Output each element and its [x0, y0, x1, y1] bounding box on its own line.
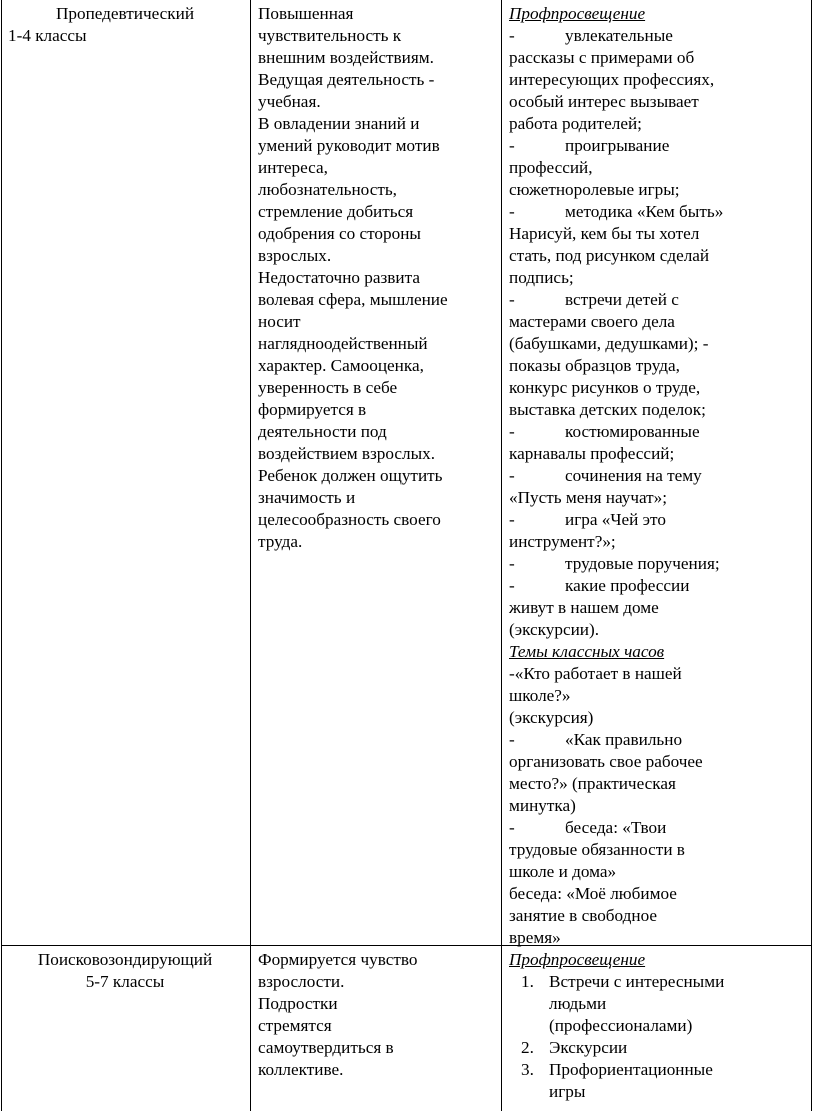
- characteristic-line: умений руководит мотив: [258, 136, 440, 155]
- characteristic-line: носит: [258, 312, 301, 331]
- list-item-text: профессий,: [509, 158, 593, 177]
- list-item-text: подпись;: [509, 268, 574, 287]
- list-item: [509, 311, 807, 333]
- list-item: [509, 487, 807, 509]
- list-item: [509, 245, 807, 267]
- characteristic-line: самоутвердиться в: [258, 1038, 394, 1057]
- list-item: [509, 509, 807, 531]
- list-item: [509, 465, 807, 487]
- section-heading: Профпросвещение: [509, 950, 646, 969]
- list-item-text: встречи детей с: [565, 290, 679, 309]
- characteristic-line: Ведущая деятельность -: [258, 70, 435, 89]
- characteristic-line: интереса,: [258, 158, 328, 177]
- numbered-item-line: Профориентационные: [549, 1060, 713, 1079]
- list-item: [509, 839, 807, 861]
- list-item: [509, 729, 807, 751]
- numbered-item-line: людьми: [549, 994, 607, 1013]
- list-item-text: карнавалы профессий;: [509, 444, 675, 463]
- stage-grades: 5-7 классы: [85, 972, 165, 991]
- activities-list: [509, 25, 807, 641]
- list-item-text: выставка детских поделок;: [509, 400, 706, 419]
- list-item-text: «Как правильно: [565, 730, 683, 749]
- list-item: [509, 157, 807, 179]
- list-item-text: беседа: «Твои: [565, 818, 667, 837]
- characteristic-line: стремятся: [258, 1016, 332, 1035]
- list-item: [509, 927, 807, 949]
- dash-marker: -: [509, 26, 515, 45]
- characteristic-line: Подростки: [258, 994, 338, 1013]
- list-item-text: показы образцов труда,: [509, 356, 680, 375]
- list-item: [509, 267, 807, 289]
- list-item-text: (экскурсии).: [509, 620, 599, 639]
- list-item-text: беседа: «Моё любимое: [509, 884, 677, 903]
- dash-marker: -: [509, 576, 515, 595]
- list-item-text: особый интерес вызывает: [509, 92, 699, 111]
- list-item: [509, 685, 807, 707]
- characteristic-line: наглядноодейственный: [258, 334, 428, 353]
- characteristic-line: волевая сфера, мышление: [258, 290, 448, 309]
- characteristic-line: Недостаточно развита: [258, 268, 420, 287]
- characteristic-line: воздействием взрослых.: [258, 444, 436, 463]
- dash-marker: -: [509, 466, 515, 485]
- characteristic-line: значимость и: [258, 488, 356, 507]
- activities-cell-2: [509, 949, 807, 1103]
- activities-cell-1: [509, 3, 807, 949]
- characteristic-line: коллективе.: [258, 1060, 344, 1079]
- list-item-text: сочинения на тему: [565, 466, 702, 485]
- dash-marker: -: [509, 136, 515, 155]
- list-item-text: живут в нашем доме: [509, 598, 659, 617]
- characteristic-line: Формируется чувство: [258, 950, 418, 969]
- class-hours-heading: Темы классных часов: [509, 642, 665, 661]
- list-item-text: работа родителей;: [509, 114, 642, 133]
- characteristic-line: Повышенная: [258, 4, 354, 23]
- stage-name: Пропедевтический: [55, 4, 195, 23]
- list-item: [509, 91, 807, 113]
- list-item: [509, 69, 807, 91]
- list-item-text: место?» (практическая: [509, 774, 676, 793]
- list-item: [509, 773, 807, 795]
- list-item-text: игра «Чей это: [565, 510, 666, 529]
- list-item: [509, 201, 807, 223]
- list-item: [509, 289, 807, 311]
- section-heading: Профпросвещение: [509, 4, 646, 23]
- list-item-text: интересующих профессиях,: [509, 70, 715, 89]
- list-item: [509, 421, 807, 443]
- list-item: [509, 619, 807, 641]
- list-item: [509, 663, 807, 685]
- list-item-text: время»: [509, 928, 561, 947]
- list-item: [509, 179, 807, 201]
- list-item: [509, 135, 807, 157]
- list-item-text: рассказы с примерами об: [509, 48, 695, 67]
- list-item-text: мастерами своего дела: [509, 312, 675, 331]
- numbered-list: [509, 971, 807, 1103]
- dash-marker: -: [509, 554, 515, 573]
- stage-cell-2: [0, 949, 250, 993]
- list-item: [509, 905, 807, 927]
- numbered-item-line: Экскурсии: [549, 1038, 628, 1057]
- characteristic-line: взрослых.: [258, 246, 332, 265]
- list-item: [509, 113, 807, 135]
- list-item-text: проигрывание: [565, 136, 670, 155]
- list-item: [509, 377, 807, 399]
- characteristic-line: формируется в: [258, 400, 367, 419]
- dash-marker: -: [509, 818, 515, 837]
- list-item-text: увлекательные: [565, 26, 673, 45]
- list-item-text: сюжетноролевые игры;: [509, 180, 680, 199]
- dash-marker: -: [509, 202, 515, 221]
- stage-grades: 1-4 классы: [8, 26, 87, 45]
- dash-marker: -: [509, 290, 515, 309]
- list-item: [509, 25, 807, 47]
- list-item: [509, 597, 807, 619]
- numbered-item: [509, 1059, 807, 1103]
- list-item: [509, 817, 807, 839]
- characteristic-line: В овладении знаний и: [258, 114, 420, 133]
- list-item: [509, 355, 807, 377]
- dash-marker: -: [509, 510, 515, 529]
- characteristic-line: уверенность в себе: [258, 378, 398, 397]
- stage-name: Поисковозондирующий: [37, 950, 213, 969]
- numbered-item-line: (профессионалами): [549, 1016, 693, 1035]
- list-item: [509, 333, 807, 355]
- dash-marker: -: [509, 422, 515, 441]
- characteristics-cell-1: [258, 3, 498, 553]
- list-item-text: конкурс рисунков о труде,: [509, 378, 701, 397]
- numbered-item: [509, 1037, 807, 1059]
- characteristic-line: Ребенок должен ощутить: [258, 466, 443, 485]
- list-item-text: (бабушками, дедушками); -: [509, 334, 709, 353]
- characteristic-line: любознательность,: [258, 180, 397, 199]
- stage-cell-1: [0, 3, 250, 47]
- list-item-text: минутка): [509, 796, 576, 815]
- list-item-text: занятие в свободное: [509, 906, 658, 925]
- list-item-text: инструмент?»;: [509, 532, 616, 551]
- list-item-text: -«Кто работает в нашей: [509, 664, 682, 683]
- characteristic-line: деятельности под: [258, 422, 387, 441]
- list-item: [509, 751, 807, 773]
- list-item-text: какие профессии: [565, 576, 690, 595]
- characteristic-line: труда.: [258, 532, 303, 551]
- list-item: [509, 883, 807, 905]
- list-item: [509, 443, 807, 465]
- list-item-text: (экскурсия): [509, 708, 594, 727]
- class-hours-list: [509, 663, 807, 949]
- characteristic-line: внешним воздействиям.: [258, 48, 434, 67]
- numbered-item-line: Встречи с интересными: [549, 972, 725, 991]
- numbered-item-line: игры: [549, 1082, 586, 1101]
- dash-marker: -: [509, 730, 515, 749]
- list-item: [509, 531, 807, 553]
- list-item-text: трудовые обязанности в: [509, 840, 685, 859]
- list-item: [509, 861, 807, 883]
- characteristic-line: одобрения со стороны: [258, 224, 421, 243]
- numbered-item: [509, 971, 807, 1037]
- list-item-text: «Пусть меня научат»;: [509, 488, 668, 507]
- characteristic-line: целесообразность своего: [258, 510, 441, 529]
- list-item-text: школе и дома»: [509, 862, 617, 881]
- list-item-text: организовать свое рабочее: [509, 752, 703, 771]
- item-number: 3.: [521, 1060, 534, 1079]
- list-item-text: трудовые поручения;: [565, 554, 720, 573]
- list-item: [509, 707, 807, 729]
- characteristic-line: взрослости.: [258, 972, 345, 991]
- characteristic-line: учебная.: [258, 92, 321, 111]
- characteristics-cell-2: [258, 949, 498, 1081]
- list-item: [509, 575, 807, 597]
- list-item: [509, 795, 807, 817]
- item-number: 2.: [521, 1038, 534, 1057]
- list-item-text: стать, под рисунком сделай: [509, 246, 710, 265]
- characteristic-line: чувствительность к: [258, 26, 402, 45]
- list-item-text: методика «Кем быть»: [565, 202, 724, 221]
- list-item: [509, 553, 807, 575]
- item-number: 1.: [521, 972, 534, 991]
- characteristic-line: стремление добиться: [258, 202, 414, 221]
- list-item-text: школе?»: [509, 686, 571, 705]
- list-item: [509, 47, 807, 69]
- list-item: [509, 223, 807, 245]
- list-item-text: Нарисуй, кем бы ты хотел: [509, 224, 700, 243]
- list-item-text: костюмированные: [565, 422, 700, 441]
- characteristic-line: характер. Самооценка,: [258, 356, 424, 375]
- list-item: [509, 399, 807, 421]
